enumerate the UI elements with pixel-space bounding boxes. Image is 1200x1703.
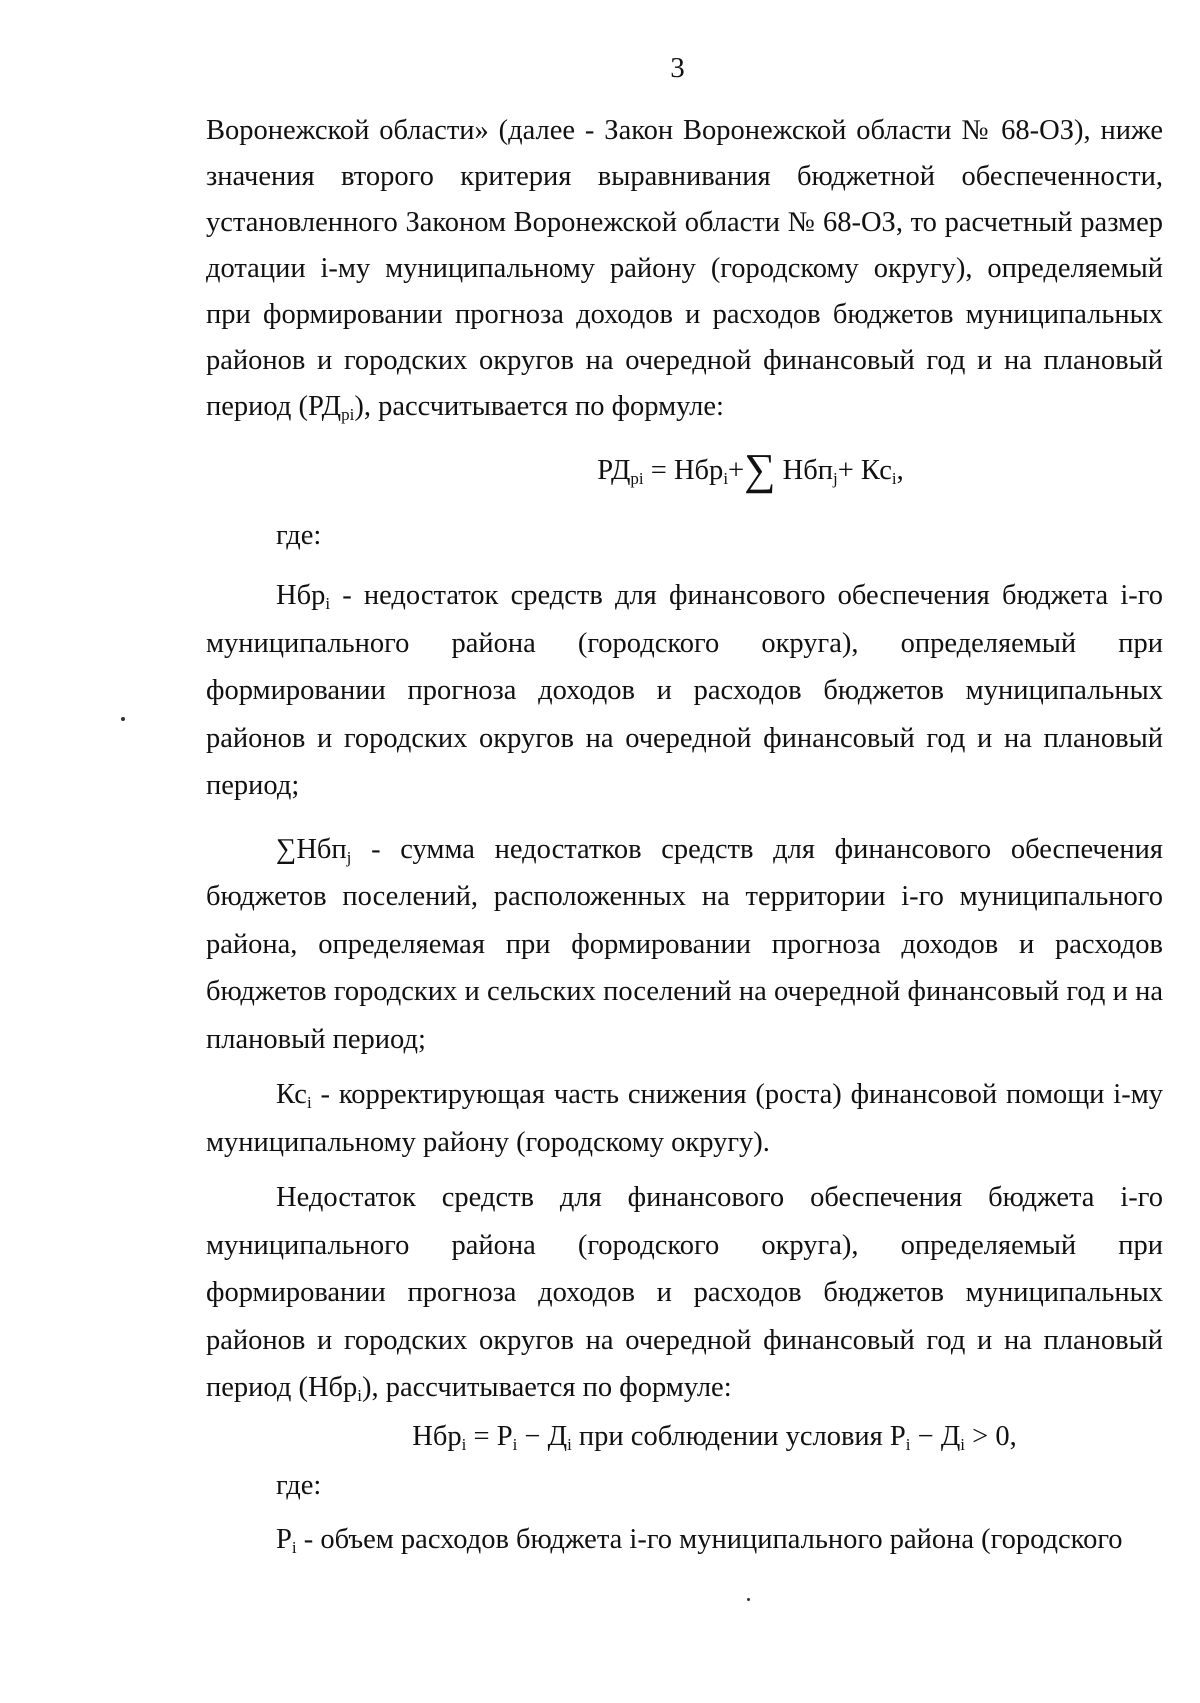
formula2-nbr-sub: i <box>461 1434 467 1454</box>
formula2-r-sub: i <box>512 1434 518 1454</box>
definition-nbr-text: - недостаток средств для финансового обеспечения бюджета i-го муниципального района (городского округа), определяемый при формировании прогноза доходов и расходов бюджетов муниципальных районов и городских округов на очередной финансовый год и на плановый период; <box>206 580 1163 801</box>
formula2-d-sub: i <box>567 1434 572 1454</box>
formula2-r2-sub: i <box>905 1434 911 1454</box>
definition-nbr-term: Нбр <box>276 580 326 611</box>
definition-nbr <box>206 572 1163 810</box>
definition-ks-term: Кс <box>276 1079 307 1110</box>
deficit-tail: ), рассчитывается по формуле: <box>362 1372 732 1403</box>
scan-speck <box>747 1598 750 1601</box>
definition-ks-text: - корректирующая часть снижения (роста) финансовой помощи i-му муниципальному району (городскому округу). <box>206 1079 1163 1158</box>
intro-text: Воронежской области» (далее - Закон Воронежской области № 68-ОЗ), ниже значения второго критерия выравнивания бюджетной обеспеченности, установленного Законом Воронежской области № 68-ОЗ, то расчетный размер дотации i-му муниципальному району (городскому округу), определяемый при формировании прогноза доходов и расходов бюджетов муниципальных районов и городских округов на очередной финансовый год и на плановый период (РД <box>206 115 1163 422</box>
formula2-minus: − Д <box>517 1420 568 1452</box>
formula-nbp-sub: j <box>832 469 838 488</box>
deficit-sub: i <box>357 1386 363 1405</box>
formula-nbr <box>206 1412 1163 1462</box>
formula2-end: > 0, <box>965 1420 1017 1452</box>
formula-eq: = Нбр <box>643 455 724 486</box>
formula-plus: + <box>728 455 745 486</box>
where-label-1: где: <box>276 520 322 551</box>
formula-nbr-sub: i <box>723 469 729 488</box>
definition-sum-term: Нбп <box>296 833 347 865</box>
intro-paragraph <box>206 108 1163 430</box>
formula2-nbr: Нбр <box>412 1420 462 1452</box>
formula2-condition: при соблюдении условия Р <box>571 1420 906 1452</box>
definition-sum-sub: j <box>346 847 352 867</box>
definition-r-sub: i <box>291 1537 297 1557</box>
formula2-eq: = Р <box>466 1420 513 1452</box>
formula2-d2-sub: i <box>960 1434 965 1454</box>
definition-nbr-sub: i <box>325 594 331 613</box>
definition-sum-symbol: ∑ <box>276 833 297 865</box>
formula-rd-term: РД <box>597 455 631 486</box>
definition-r <box>206 1516 1163 1564</box>
definition-r-text: - объем расходов бюджета i-го муниципального района (городского <box>296 1523 1123 1555</box>
page-number: 3 <box>670 52 685 84</box>
intro-subscript: pi <box>341 405 355 424</box>
sum-symbol: ∑ <box>744 445 776 494</box>
formula-rd <box>206 430 1163 512</box>
formula-ks: + Кс <box>837 455 892 486</box>
formula-nbp: Нбп <box>775 455 833 486</box>
formula-ks-sub: i <box>891 469 897 488</box>
definition-sum-nbp <box>206 826 1163 1064</box>
document-body <box>206 108 1163 1563</box>
intro-tail: ), рассчитывается по формуле: <box>354 391 724 422</box>
formula-rd-sub: pi <box>630 469 644 488</box>
where-label-2: где: <box>276 1469 322 1501</box>
definition-ks <box>206 1071 1163 1166</box>
definition-sum-text: - сумма недостатков средств для финансового обеспечения бюджетов поселений, расположенных на территории i-го муниципального района, определяемая при формировании прогноза доходов и расходов бюджетов городских и сельских поселений на очередной финансовый год и на плановый период; <box>206 833 1163 1055</box>
formula-end: , <box>896 455 904 486</box>
definition-ks-sub: i <box>306 1093 312 1112</box>
formula2-minus2: − Д <box>910 1420 961 1452</box>
definition-r-term: Р <box>276 1523 292 1555</box>
deficit-paragraph <box>206 1174 1163 1412</box>
scan-speck <box>121 717 125 721</box>
deficit-text: Недостаток средств для финансового обеспечения бюджета i-го муниципального района (городского округа), определяемый при формировании прогноза доходов и расходов бюджетов муниципальных районов и городских округов на очередной финансовый год и на плановый период (Нбр <box>206 1182 1163 1403</box>
